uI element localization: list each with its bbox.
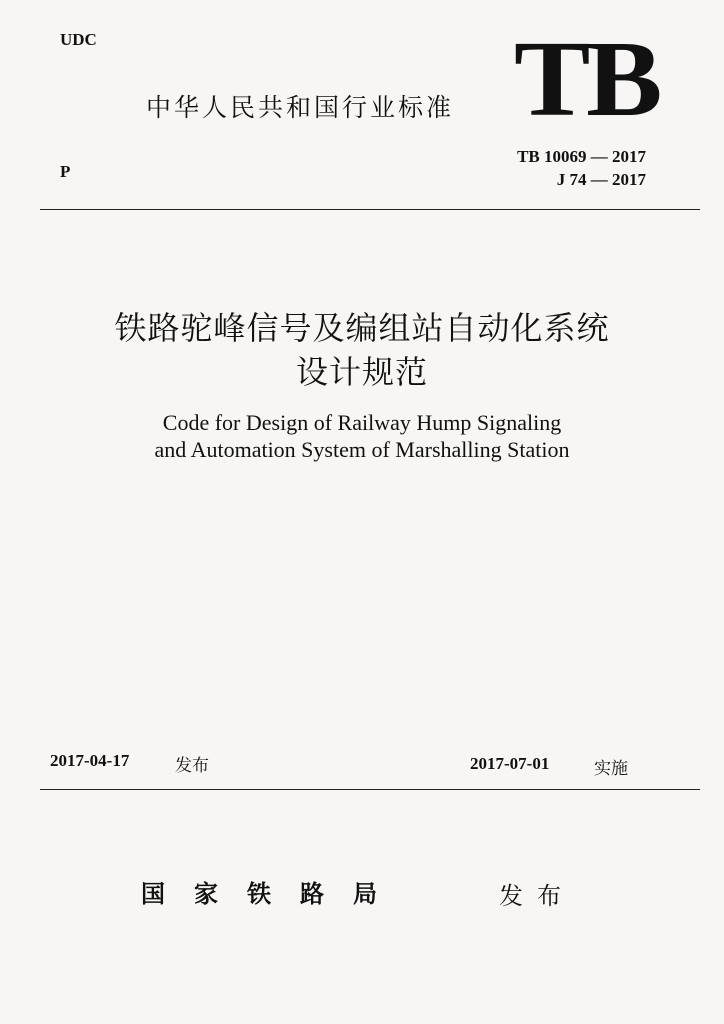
record-number: J 74 — 2017 bbox=[556, 170, 646, 189]
title-chinese bbox=[0, 306, 724, 394]
title-english-line-2: and Automation System of Marshalling Station bbox=[154, 437, 570, 462]
title-english-line-1: Code for Design of Railway Hump Signaling bbox=[162, 410, 562, 435]
bottom-divider bbox=[40, 789, 700, 790]
title-chinese-line-1: 铁路驼峰信号及编组站自动化系统 bbox=[114, 309, 610, 347]
publisher-name: 国家铁路局 bbox=[141, 880, 406, 908]
top-divider bbox=[40, 209, 700, 210]
publish-label: 发布 bbox=[499, 882, 575, 910]
implementation-date: 2017-07-01 bbox=[470, 754, 550, 773]
title-chinese-line-2: 设计规范 bbox=[295, 353, 428, 391]
title-english bbox=[0, 409, 724, 463]
issue-label: 发布 bbox=[175, 756, 209, 776]
category-code: P bbox=[60, 162, 71, 181]
udc-label: UDC bbox=[60, 30, 97, 49]
tb-logo: TB bbox=[514, 20, 659, 139]
standard-code: TB 10069 — 2017 bbox=[517, 147, 646, 166]
issue-date: 2017-04-17 bbox=[50, 751, 130, 770]
standard-code-block bbox=[517, 145, 646, 191]
implementation-label: 实施 bbox=[594, 759, 628, 779]
standard-type: 中华人民共和国行业标准 bbox=[146, 93, 455, 122]
